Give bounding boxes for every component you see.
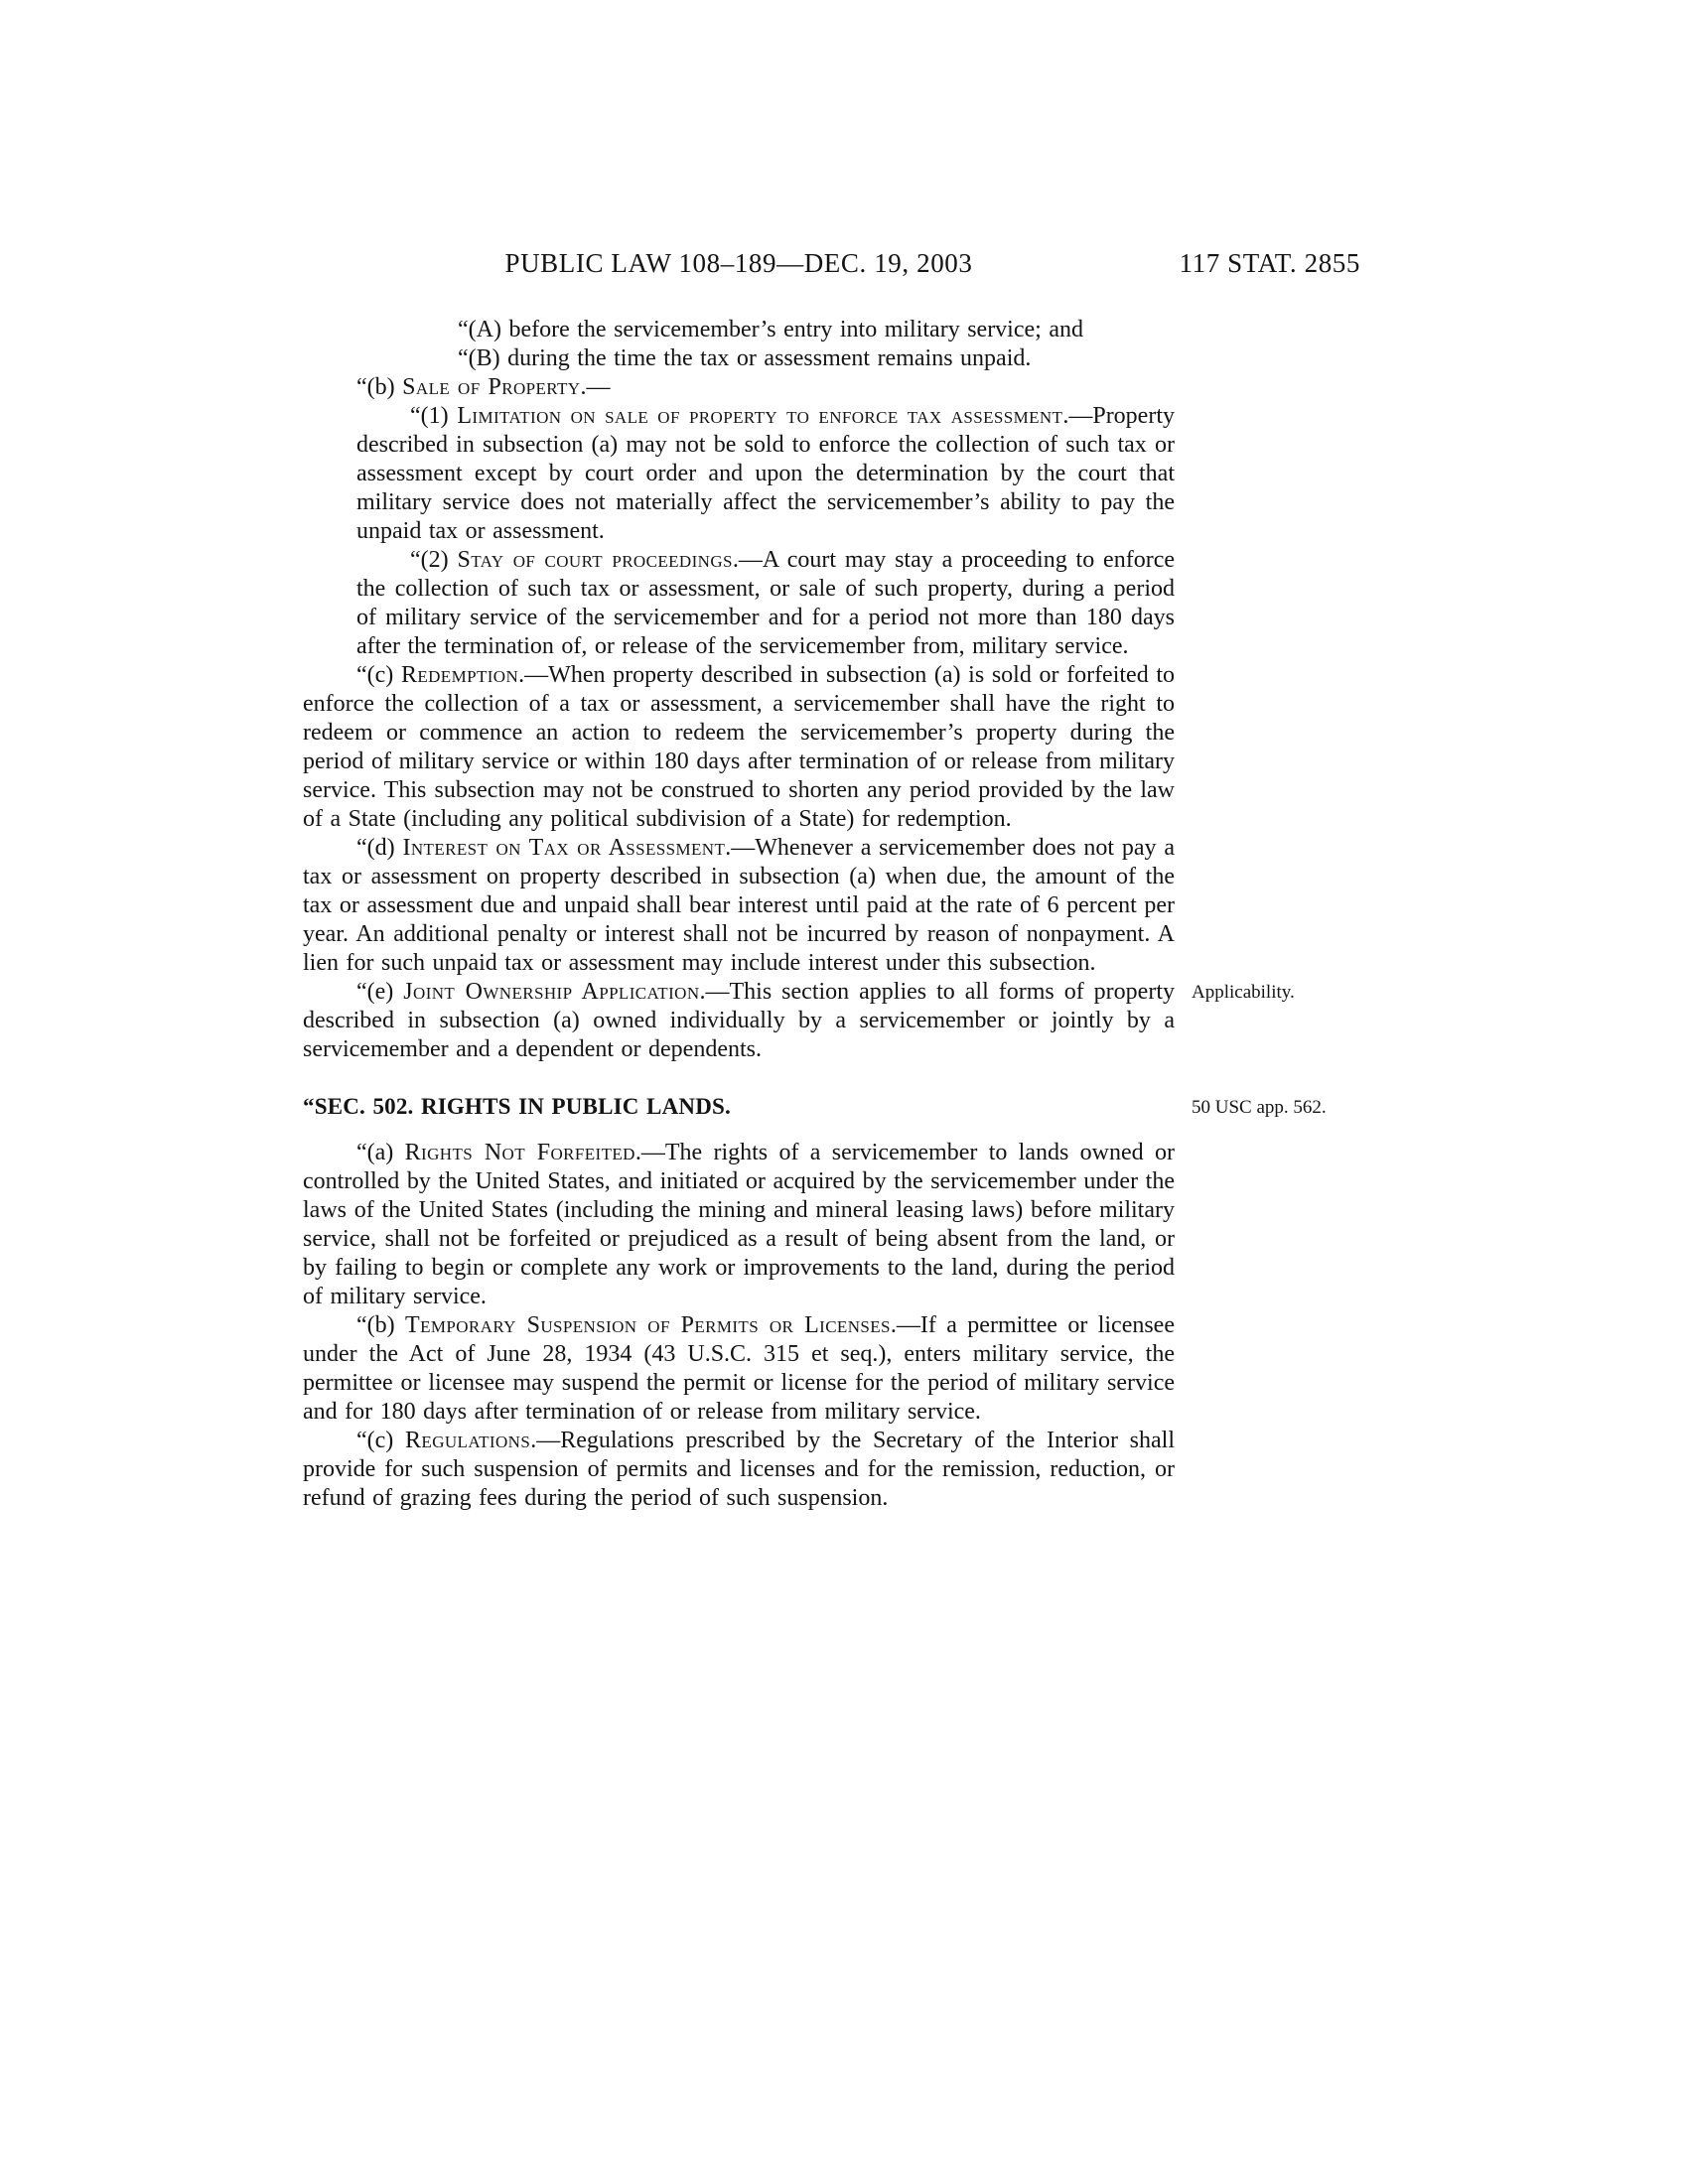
statute-paragraph (410, 344, 1175, 373)
paragraph-text: .—This section applies to all forms of property described in subsection (a) owned individually by a servicemember or jointly by a servicemember and a dependent or dependents. (303, 979, 1175, 1062)
small-caps-heading-text: Redemption (400, 662, 519, 688)
statute-paragraph (303, 661, 1175, 834)
small-caps-heading-text: Sale of Property (402, 374, 581, 400)
page-number: 117 STAT. 2855 (1179, 248, 1360, 278)
statute-paragraph (410, 316, 1175, 344)
section-heading (303, 1092, 1327, 1121)
paragraph-text: “(c) (356, 1428, 405, 1453)
statute-paragraph (303, 1311, 1175, 1427)
paragraph-text: .—Regulations prescribed by the Secretary of the Interior shall provide for such suspension of permits and licenses and for the remission, reduction, or refund of grazing fees during the period of such suspension. (303, 1428, 1175, 1511)
small-caps-heading-text: Rights Not Forfeited (404, 1140, 635, 1165)
paragraph-text: “(e) (356, 979, 404, 1005)
small-caps-heading-text: Joint Ownership Application (403, 979, 700, 1005)
paragraph-text: “(d) (356, 835, 403, 861)
paragraph-text: .—Property described in subsection (a) may not be sold to enforce the collection of such tax or assessment except by court order and upon the determination by the court that military service does not materially affect the servicemember’s ability to pay the unpaid tax or assessment. (356, 403, 1175, 544)
paragraph-text: .— (580, 374, 611, 400)
statute-paragraph (356, 402, 1175, 546)
small-caps-heading-text: Temporary Suspension of Permits or Licenses (405, 1312, 891, 1338)
margin-note: 50 USC app. 562. (1192, 1097, 1327, 1118)
small-caps-heading-text: Regulations (405, 1428, 531, 1453)
section-heading-text: “SEC. 502. RIGHTS IN PUBLIC LANDS. (303, 1094, 731, 1119)
statute-paragraph (356, 546, 1175, 661)
statute-text (303, 316, 1327, 1513)
running-head: PUBLIC LAW 108–189—DEC. 19, 2003 (504, 248, 973, 278)
page-header (303, 248, 1360, 282)
statute-paragraph (303, 373, 1175, 402)
paragraph-text: “(1) (410, 403, 458, 429)
small-caps-heading-text: Interest on Tax or Assessment (402, 835, 726, 861)
small-caps-heading-text: Stay of court proceedings (457, 547, 733, 573)
small-caps-heading-text: Limitation on sale of property to enforce tax assessment (457, 403, 1063, 429)
paragraph-text: .—The rights of a servicemember to lands owned or controlled by the United States, and initiated or acquired by the servicemember under the laws of the United States (including the mining and mineral leasing laws) before military service, shall not be forfeited or prejudiced as a result of being absent from the land, or by failing to begin or complete any work or improvements to the land, during the period of military service. (303, 1140, 1175, 1309)
margin-note: Applicability. (1192, 982, 1295, 1003)
statute-paragraph (303, 1427, 1175, 1513)
statute-paragraph (303, 1139, 1175, 1311)
statute-paragraph (303, 834, 1175, 978)
paragraph-text: .—When property described in subsection (a) is sold or forfeited to enforce the collection of a tax or assessment, a servicemember shall have the right to redeem or commence an action to redeem the servicemember’s property during the period of military service or within 180 days after termination of or release from military service. This subsection may not be construed to shorten any period provided by the law of a State (including any political subdivision of a State) for redemption. (303, 662, 1176, 832)
paragraph-text: “(A) before the servicemember’s entry into military service; and (458, 317, 1083, 342)
statute-paragraph (303, 978, 1295, 1064)
paragraph-text: “(b) (356, 1312, 406, 1338)
paragraph-text: “(2) (410, 547, 458, 573)
paragraph-text: .—If a permittee or licensee under the Act of June 28, 1934 (43 U.S.C. 315 et seq.), enters military service, the permittee or licensee may suspend the permit or license for the period of military service and for 180 days after termination of or release from military service. (303, 1312, 1175, 1425)
paragraph-text: .—Whenever a servicemember does not pay a tax or assessment on property described in subsection (a) when due, the amount of the tax or assessment due and unpaid shall bear interest until paid at the rate of 6 percent per year. An additional penalty or interest shall not be incurred by reason of nonpayment. A lien for such unpaid tax or assessment may include interest under this subsection. (303, 835, 1176, 976)
paragraph-text: .—A court may stay a proceeding to enforce the collection of such tax or assessment, or sale of such property, during a period of military service of the servicemember and for a period not more than 180 days after the termination of, or release of the servicemember from, military service. (356, 547, 1176, 659)
paragraph-text: “(B) during the time the tax or assessment remains unpaid. (458, 345, 1032, 371)
paragraph-text: “(a) (356, 1140, 405, 1165)
paragraph-text: “(b) (356, 374, 403, 400)
paragraph-text: “(c) (356, 662, 401, 688)
